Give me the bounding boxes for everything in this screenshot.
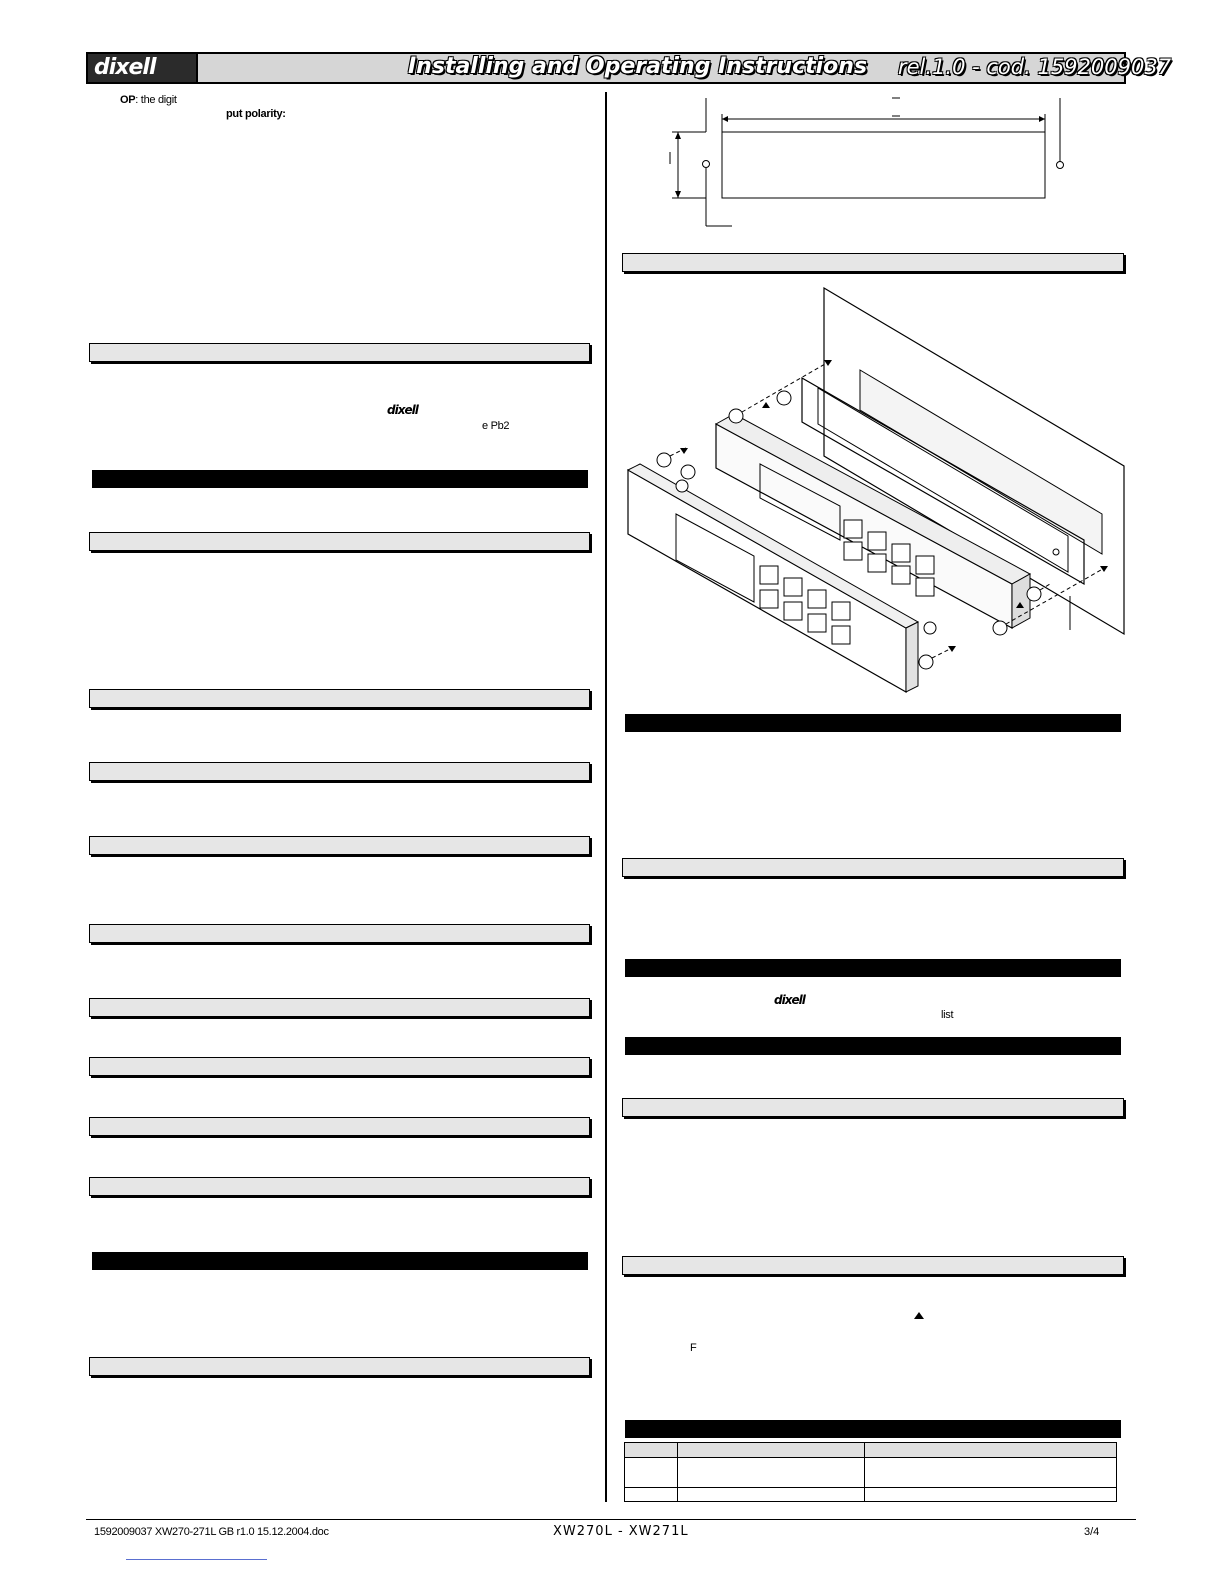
section-bar (89, 998, 590, 1017)
table-row (625, 1458, 1117, 1488)
inline-brand-logo-left: dixell (387, 403, 418, 417)
table-cell (678, 1488, 865, 1502)
section-bar (89, 1177, 590, 1196)
chapter-bar (625, 714, 1121, 732)
inline-brand-logo-right: dixell (774, 993, 805, 1007)
section-bar (89, 1057, 590, 1076)
section-bar (89, 1117, 590, 1136)
chapter-bar (625, 959, 1121, 977)
chapter-bar (625, 1420, 1121, 1438)
section-bar (89, 924, 590, 943)
table-cell (625, 1488, 678, 1502)
letter-f: F (690, 1342, 697, 1354)
table-cell (865, 1458, 1117, 1488)
section-bar (89, 762, 590, 781)
polarity-text: put polarity: (226, 108, 286, 120)
footer-link-underline[interactable] (126, 1559, 267, 1560)
section-bar (89, 343, 590, 362)
footer-models: XW270L - XW271L (553, 1524, 689, 1539)
table-header-row (625, 1443, 1117, 1458)
chapter-bar (625, 1037, 1121, 1055)
list-text: list (941, 1009, 954, 1021)
document-title: Installing and Operating Instructions (408, 54, 868, 79)
section-bar (89, 1357, 590, 1376)
dimension-drawing (660, 92, 1080, 232)
table-row (625, 1488, 1117, 1502)
section-bar (622, 1256, 1124, 1275)
op-text: : the digit (135, 94, 177, 106)
column-divider (605, 92, 607, 1502)
table-cell (678, 1458, 865, 1488)
section-bar (89, 532, 590, 551)
op-label: OP (120, 94, 136, 106)
mounting-diagram (622, 284, 1132, 704)
up-arrow-icon (913, 1311, 925, 1321)
chapter-bar (92, 1252, 588, 1270)
footer-rule (86, 1519, 1136, 1520)
release-code: rel.1.0 - cod. 1592009037 (898, 55, 1172, 79)
parameter-table (624, 1442, 1117, 1502)
section-bar (622, 1098, 1124, 1117)
op-line (120, 94, 177, 106)
table-cell (625, 1458, 678, 1488)
chapter-bar (92, 470, 588, 488)
table-cell (625, 1443, 678, 1458)
table-cell (865, 1488, 1117, 1502)
section-bar (622, 253, 1124, 272)
table-cell (865, 1443, 1117, 1458)
table-cell (678, 1443, 865, 1458)
section-bar (622, 858, 1124, 877)
footer-filename: 1592009037 XW270-271L GB r1.0 15.12.2004.doc (94, 1526, 329, 1538)
section-bar (89, 689, 590, 708)
section-bar (89, 836, 590, 855)
brand-logo: dixell (94, 55, 156, 80)
footer-page-number: 3/4 (1084, 1526, 1100, 1538)
pb2-text: e Pb2 (482, 420, 510, 432)
